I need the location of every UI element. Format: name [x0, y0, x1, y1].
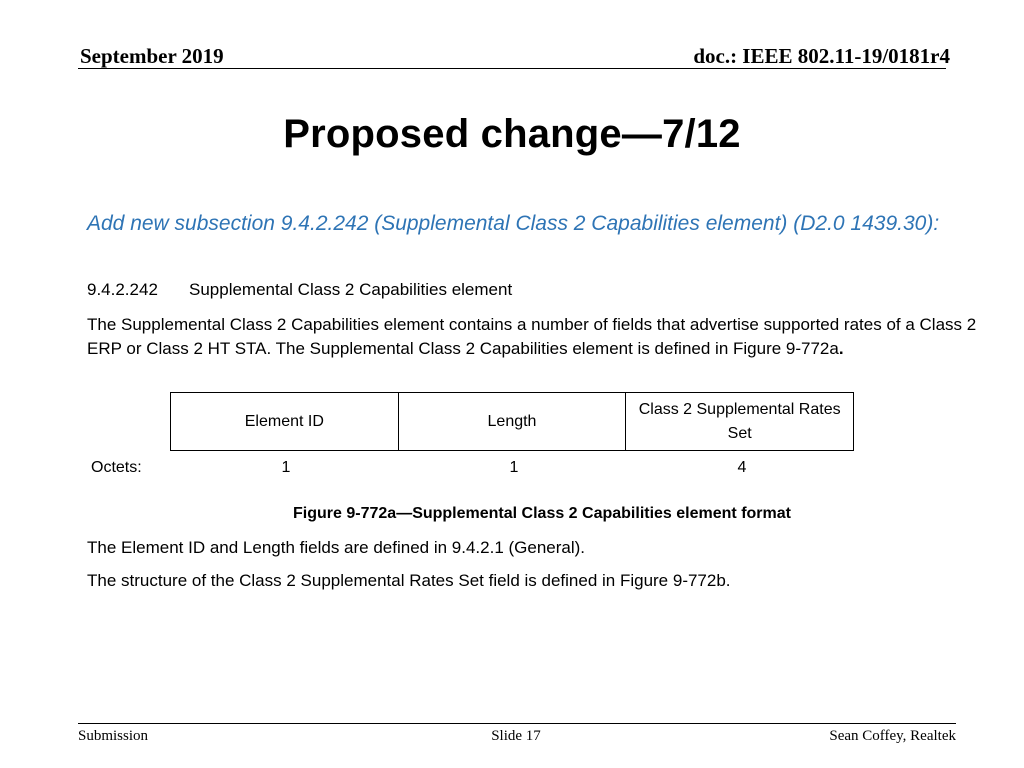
header-doc-id: doc.: IEEE 802.11-19/0181r4: [693, 44, 950, 68]
structure-paragraph: The structure of the Class 2 Supplemental Rates Set field is defined in Figure 9-772b.: [87, 571, 731, 590]
intro-text: The Supplemental Class 2 Capabilities element contains a number of fields that advertise supported rates of a Class 2 ERP or Class 2 HT STA. The Supplemental Class 2 Capabilities element is defined in Figure 9-772a: [87, 315, 977, 358]
footer-author: Sean Coffey, Realtek: [829, 728, 956, 744]
octets-element-id: 1: [281, 459, 291, 476]
field-element-id: Element ID: [171, 393, 399, 451]
header-divider: [78, 68, 946, 69]
element-format-table: [170, 392, 854, 451]
octets-rates-set: 4: [737, 459, 747, 476]
octets-row: [0, 459, 1024, 483]
fields-definition-paragraph: The Element ID and Length fields are defined in 9.4.2.1 (General).: [87, 538, 586, 557]
subsection-heading: [87, 280, 512, 300]
octets-length: 1: [509, 459, 519, 476]
figure-caption: Figure 9-772a—Supplemental Class 2 Capabilities element format: [293, 505, 791, 522]
header-date: September 2019: [80, 44, 224, 68]
footer-slide-number: Slide 17: [491, 728, 541, 744]
slide-title: Proposed change—7/12: [283, 112, 741, 156]
subsection-title: Supplemental Class 2 Capabilities element: [189, 280, 513, 299]
footer-divider: [78, 723, 956, 724]
intro-end-period: .: [838, 339, 844, 358]
table-row: [171, 393, 854, 451]
field-supplemental-rates-set: Class 2 Supplemental Rates Set: [626, 393, 854, 451]
octets-label: Octets:: [91, 459, 142, 476]
intro-paragraph: [87, 313, 1002, 361]
footer-submission: Submission: [78, 728, 149, 744]
field-length: Length: [398, 393, 626, 451]
subsection-number: 9.4.2.242: [87, 280, 158, 299]
instruction-text: Add new subsection 9.4.2.242 (Supplemental Class 2 Capabilities element) (D2.0 1439.30):: [87, 212, 940, 235]
